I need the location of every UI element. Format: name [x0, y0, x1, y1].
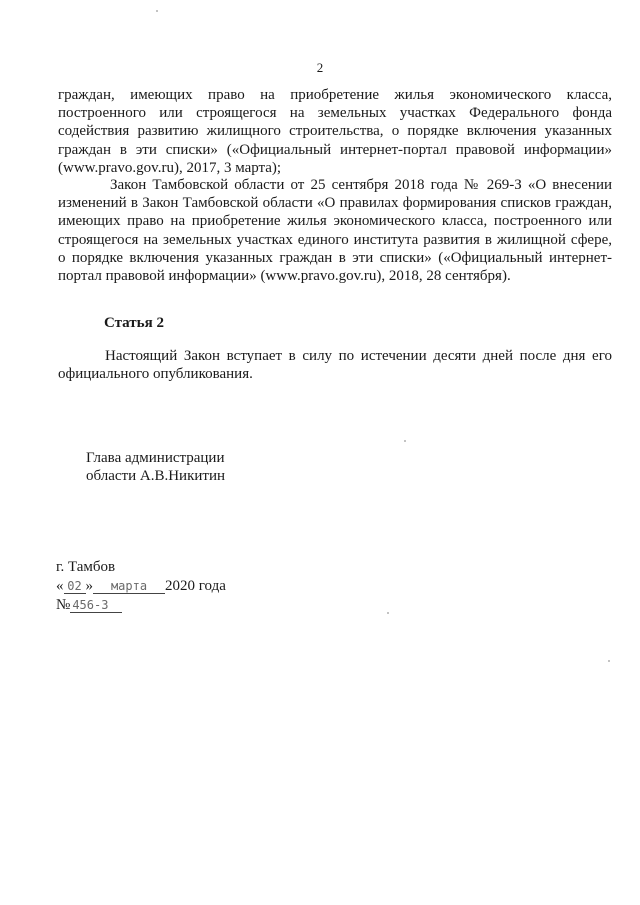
page-number: 2 — [316, 60, 324, 75]
date-year: 2020 года — [165, 578, 226, 594]
signature-name: области А.В.Никитин — [86, 468, 226, 484]
article-text: Настоящий Закон вступает в силу по истечении десяти дней после дня его официального опубликования. — [58, 348, 612, 383]
scan-speck — [608, 660, 610, 662]
date-day: 02 — [64, 579, 86, 594]
paragraph-law-2018: Закон Тамбовской области от 25 сентября 2018 года № 269-З «О внесении изменений в Закон Тамбовской области «О правилах формирования списков граждан, имеющих право на приобретение жилья экономического класса, построенного или строящегося на земельных участках единого института развития в жилищной сфере, о порядке включения указанных граждан в эти списки» («Официальный интернет-портал правовой информации» (www.pravo.gov.ru), 2018, 28 сентября). — [58, 177, 612, 285]
signature-block — [86, 449, 225, 485]
date-line — [56, 577, 226, 596]
article-title: Статья 2 — [104, 315, 164, 331]
scan-speck — [156, 10, 158, 12]
date-month: марта — [93, 579, 165, 594]
place-date-block — [56, 558, 226, 615]
date-close-quote: » — [85, 578, 93, 594]
city: г. Тамбов — [56, 559, 116, 575]
number-line — [56, 596, 226, 615]
number-prefix: № — [56, 597, 71, 613]
date-open-quote: « — [56, 578, 64, 594]
document-number: 456-З — [70, 598, 122, 613]
scan-speck — [387, 612, 389, 614]
paragraph-continuation: граждан, имеющих право на приобретение жилья экономического класса, построенного или строящегося на земельных участках Федерального фонда содействия развитию жилищного строительства, о порядке включения указанных граждан в эти списки» («Официальный интернет-портал правовой информации» (www.pravo.gov.ru), 2017, 3 марта); — [58, 87, 612, 176]
scan-speck — [404, 440, 406, 442]
signature-position: Глава администрации — [86, 450, 225, 466]
